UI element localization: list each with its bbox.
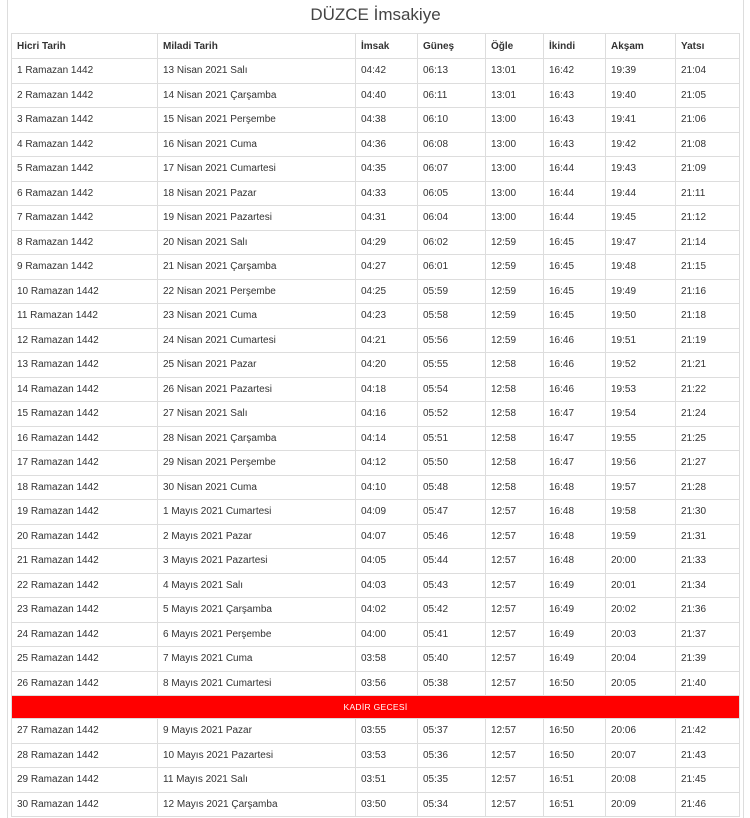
ikindi-cell: 16:49 <box>544 598 606 623</box>
yatsi-cell: 21:15 <box>676 255 740 280</box>
table-row <box>12 500 740 525</box>
ogle-cell: 12:57 <box>486 768 544 793</box>
ogle-cell: 12:57 <box>486 743 544 768</box>
imsak-cell: 04:21 <box>356 328 418 353</box>
imsak-cell: 04:25 <box>356 279 418 304</box>
ogle-cell: 12:57 <box>486 622 544 647</box>
ikindi-cell: 16:46 <box>544 377 606 402</box>
hicri-tarih-cell: 11 Ramazan 1442 <box>12 304 158 329</box>
ogle-cell: 12:58 <box>486 353 544 378</box>
imsak-cell: 04:36 <box>356 132 418 157</box>
miladi-tarih-cell: 15 Nisan 2021 Perşembe <box>158 108 356 133</box>
aksam-cell: 19:48 <box>606 255 676 280</box>
table-row <box>12 132 740 157</box>
ogle-cell: 12:59 <box>486 255 544 280</box>
col-aksam: Akşam <box>606 34 676 59</box>
ogle-cell: 12:57 <box>486 647 544 672</box>
yatsi-cell: 21:04 <box>676 59 740 84</box>
ogle-cell: 13:00 <box>486 157 544 182</box>
gunes-cell: 06:05 <box>418 181 486 206</box>
gunes-cell: 05:52 <box>418 402 486 427</box>
ikindi-cell: 16:45 <box>544 304 606 329</box>
table-row <box>12 108 740 133</box>
imsak-cell: 04:14 <box>356 426 418 451</box>
gunes-cell: 06:08 <box>418 132 486 157</box>
yatsi-cell: 21:37 <box>676 622 740 647</box>
imsak-cell: 03:56 <box>356 671 418 696</box>
hicri-tarih-cell: 24 Ramazan 1442 <box>12 622 158 647</box>
yatsi-cell: 21:18 <box>676 304 740 329</box>
imsak-cell: 04:16 <box>356 402 418 427</box>
aksam-cell: 19:58 <box>606 500 676 525</box>
hicri-tarih-cell: 20 Ramazan 1442 <box>12 524 158 549</box>
miladi-tarih-cell: 18 Nisan 2021 Pazar <box>158 181 356 206</box>
ogle-cell: 12:58 <box>486 377 544 402</box>
yatsi-cell: 21:42 <box>676 719 740 744</box>
miladi-tarih-cell: 9 Mayıs 2021 Pazar <box>158 719 356 744</box>
imsak-cell: 03:55 <box>356 719 418 744</box>
ogle-cell: 12:57 <box>486 524 544 549</box>
ikindi-cell: 16:45 <box>544 255 606 280</box>
imsakiye-panel <box>7 0 744 818</box>
table-row <box>12 206 740 231</box>
hicri-tarih-cell: 3 Ramazan 1442 <box>12 108 158 133</box>
imsak-cell: 04:10 <box>356 475 418 500</box>
ikindi-cell: 16:47 <box>544 402 606 427</box>
miladi-tarih-cell: 20 Nisan 2021 Salı <box>158 230 356 255</box>
imsak-cell: 04:29 <box>356 230 418 255</box>
ikindi-cell: 16:44 <box>544 181 606 206</box>
aksam-cell: 19:55 <box>606 426 676 451</box>
ogle-cell: 13:01 <box>486 83 544 108</box>
miladi-tarih-cell: 26 Nisan 2021 Pazartesi <box>158 377 356 402</box>
kadir-gecesi-label: KADİR GECESİ <box>12 696 740 719</box>
imsak-cell: 03:50 <box>356 792 418 817</box>
ikindi-cell: 16:47 <box>544 451 606 476</box>
table-row <box>12 671 740 696</box>
gunes-cell: 05:51 <box>418 426 486 451</box>
ogle-cell: 12:58 <box>486 426 544 451</box>
ogle-cell: 12:57 <box>486 573 544 598</box>
gunes-cell: 05:46 <box>418 524 486 549</box>
imsak-cell: 04:40 <box>356 83 418 108</box>
col-gunes: Güneş <box>418 34 486 59</box>
yatsi-cell: 21:30 <box>676 500 740 525</box>
aksam-cell: 20:02 <box>606 598 676 623</box>
ikindi-cell: 16:48 <box>544 475 606 500</box>
ikindi-cell: 16:50 <box>544 719 606 744</box>
aksam-cell: 19:49 <box>606 279 676 304</box>
aksam-cell: 19:43 <box>606 157 676 182</box>
aksam-cell: 19:54 <box>606 402 676 427</box>
aksam-cell: 19:44 <box>606 181 676 206</box>
hicri-tarih-cell: 7 Ramazan 1442 <box>12 206 158 231</box>
imsak-cell: 04:31 <box>356 206 418 231</box>
ogle-cell: 13:00 <box>486 108 544 133</box>
ikindi-cell: 16:43 <box>544 83 606 108</box>
imsak-cell: 04:12 <box>356 451 418 476</box>
col-miladi-tarih: Miladi Tarih <box>158 34 356 59</box>
gunes-cell: 05:40 <box>418 647 486 672</box>
hicri-tarih-cell: 13 Ramazan 1442 <box>12 353 158 378</box>
page-title: DÜZCE İmsakiye <box>310 5 441 24</box>
ikindi-cell: 16:51 <box>544 768 606 793</box>
ikindi-cell: 16:43 <box>544 108 606 133</box>
ogle-cell: 12:57 <box>486 719 544 744</box>
table-row <box>12 524 740 549</box>
yatsi-cell: 21:25 <box>676 426 740 451</box>
miladi-tarih-cell: 17 Nisan 2021 Cumartesi <box>158 157 356 182</box>
table-row <box>12 279 740 304</box>
hicri-tarih-cell: 1 Ramazan 1442 <box>12 59 158 84</box>
table-row <box>12 598 740 623</box>
ogle-cell: 13:00 <box>486 206 544 231</box>
gunes-cell: 06:01 <box>418 255 486 280</box>
aksam-cell: 19:47 <box>606 230 676 255</box>
yatsi-cell: 21:12 <box>676 206 740 231</box>
hicri-tarih-cell: 2 Ramazan 1442 <box>12 83 158 108</box>
aksam-cell: 19:45 <box>606 206 676 231</box>
yatsi-cell: 21:21 <box>676 353 740 378</box>
gunes-cell: 06:04 <box>418 206 486 231</box>
imsakiye-table <box>11 33 740 817</box>
imsak-cell: 04:02 <box>356 598 418 623</box>
table-row <box>12 304 740 329</box>
yatsi-cell: 21:31 <box>676 524 740 549</box>
miladi-tarih-cell: 22 Nisan 2021 Perşembe <box>158 279 356 304</box>
table-row <box>12 647 740 672</box>
miladi-tarih-cell: 30 Nisan 2021 Cuma <box>158 475 356 500</box>
yatsi-cell: 21:16 <box>676 279 740 304</box>
ikindi-cell: 16:51 <box>544 792 606 817</box>
aksam-cell: 20:04 <box>606 647 676 672</box>
ogle-cell: 12:57 <box>486 500 544 525</box>
table-row <box>12 451 740 476</box>
aksam-cell: 19:40 <box>606 83 676 108</box>
miladi-tarih-cell: 13 Nisan 2021 Salı <box>158 59 356 84</box>
miladi-tarih-cell: 1 Mayıs 2021 Cumartesi <box>158 500 356 525</box>
ikindi-cell: 16:48 <box>544 500 606 525</box>
col-yatsi: Yatsı <box>676 34 740 59</box>
ikindi-cell: 16:44 <box>544 157 606 182</box>
aksam-cell: 19:42 <box>606 132 676 157</box>
ikindi-cell: 16:45 <box>544 279 606 304</box>
hicri-tarih-cell: 28 Ramazan 1442 <box>12 743 158 768</box>
table-row <box>12 157 740 182</box>
ogle-cell: 12:57 <box>486 549 544 574</box>
gunes-cell: 05:42 <box>418 598 486 623</box>
table-row <box>12 743 740 768</box>
hicri-tarih-cell: 25 Ramazan 1442 <box>12 647 158 672</box>
imsak-cell: 04:42 <box>356 59 418 84</box>
imsak-cell: 04:27 <box>356 255 418 280</box>
imsak-cell: 04:05 <box>356 549 418 574</box>
gunes-cell: 05:58 <box>418 304 486 329</box>
hicri-tarih-cell: 16 Ramazan 1442 <box>12 426 158 451</box>
ogle-cell: 13:01 <box>486 59 544 84</box>
yatsi-cell: 21:39 <box>676 647 740 672</box>
ogle-cell: 12:59 <box>486 328 544 353</box>
aksam-cell: 19:50 <box>606 304 676 329</box>
imsak-cell: 04:33 <box>356 181 418 206</box>
ogle-cell: 12:57 <box>486 671 544 696</box>
miladi-tarih-cell: 25 Nisan 2021 Pazar <box>158 353 356 378</box>
aksam-cell: 20:06 <box>606 719 676 744</box>
table-row <box>12 181 740 206</box>
hicri-tarih-cell: 23 Ramazan 1442 <box>12 598 158 623</box>
imsak-cell: 04:00 <box>356 622 418 647</box>
table-row <box>12 59 740 84</box>
gunes-cell: 05:59 <box>418 279 486 304</box>
yatsi-cell: 21:14 <box>676 230 740 255</box>
ikindi-cell: 16:46 <box>544 353 606 378</box>
ogle-cell: 12:59 <box>486 279 544 304</box>
yatsi-cell: 21:36 <box>676 598 740 623</box>
hicri-tarih-cell: 30 Ramazan 1442 <box>12 792 158 817</box>
gunes-cell: 05:48 <box>418 475 486 500</box>
hicri-tarih-cell: 21 Ramazan 1442 <box>12 549 158 574</box>
hicri-tarih-cell: 4 Ramazan 1442 <box>12 132 158 157</box>
table-row <box>12 255 740 280</box>
miladi-tarih-cell: 14 Nisan 2021 Çarşamba <box>158 83 356 108</box>
gunes-cell: 05:50 <box>418 451 486 476</box>
yatsi-cell: 21:28 <box>676 475 740 500</box>
hicri-tarih-cell: 12 Ramazan 1442 <box>12 328 158 353</box>
table-header-row <box>12 34 740 59</box>
yatsi-cell: 21:06 <box>676 108 740 133</box>
table-row <box>12 622 740 647</box>
hicri-tarih-cell: 19 Ramazan 1442 <box>12 500 158 525</box>
imsak-cell: 03:58 <box>356 647 418 672</box>
ogle-cell: 12:58 <box>486 475 544 500</box>
miladi-tarih-cell: 6 Mayıs 2021 Perşembe <box>158 622 356 647</box>
imsak-cell: 04:35 <box>356 157 418 182</box>
yatsi-cell: 21:11 <box>676 181 740 206</box>
gunes-cell: 05:55 <box>418 353 486 378</box>
imsak-cell: 04:03 <box>356 573 418 598</box>
miladi-tarih-cell: 16 Nisan 2021 Cuma <box>158 132 356 157</box>
imsak-cell: 04:09 <box>356 500 418 525</box>
gunes-cell: 06:10 <box>418 108 486 133</box>
miladi-tarih-cell: 3 Mayıs 2021 Pazartesi <box>158 549 356 574</box>
yatsi-cell: 21:46 <box>676 792 740 817</box>
ogle-cell: 13:00 <box>486 132 544 157</box>
aksam-cell: 20:08 <box>606 768 676 793</box>
aksam-cell: 20:09 <box>606 792 676 817</box>
ikindi-cell: 16:50 <box>544 671 606 696</box>
gunes-cell: 05:38 <box>418 671 486 696</box>
col-hicri-tarih: Hicri Tarih <box>12 34 158 59</box>
table-row <box>12 768 740 793</box>
aksam-cell: 20:07 <box>606 743 676 768</box>
yatsi-cell: 21:19 <box>676 328 740 353</box>
table-row <box>12 549 740 574</box>
table-row <box>12 328 740 353</box>
ogle-cell: 12:57 <box>486 598 544 623</box>
hicri-tarih-cell: 6 Ramazan 1442 <box>12 181 158 206</box>
gunes-cell: 05:34 <box>418 792 486 817</box>
gunes-cell: 05:56 <box>418 328 486 353</box>
aksam-cell: 19:59 <box>606 524 676 549</box>
gunes-cell: 05:43 <box>418 573 486 598</box>
ikindi-cell: 16:48 <box>544 524 606 549</box>
miladi-tarih-cell: 24 Nisan 2021 Cumartesi <box>158 328 356 353</box>
ikindi-cell: 16:49 <box>544 573 606 598</box>
yatsi-cell: 21:24 <box>676 402 740 427</box>
hicri-tarih-cell: 15 Ramazan 1442 <box>12 402 158 427</box>
yatsi-cell: 21:08 <box>676 132 740 157</box>
hicri-tarih-cell: 27 Ramazan 1442 <box>12 719 158 744</box>
miladi-tarih-cell: 28 Nisan 2021 Çarşamba <box>158 426 356 451</box>
aksam-cell: 20:01 <box>606 573 676 598</box>
ogle-cell: 12:58 <box>486 451 544 476</box>
ikindi-cell: 16:50 <box>544 743 606 768</box>
gunes-cell: 06:07 <box>418 157 486 182</box>
col-ikindi: İkindi <box>544 34 606 59</box>
hicri-tarih-cell: 18 Ramazan 1442 <box>12 475 158 500</box>
ikindi-cell: 16:45 <box>544 230 606 255</box>
ikindi-cell: 16:47 <box>544 426 606 451</box>
yatsi-cell: 21:05 <box>676 83 740 108</box>
ikindi-cell: 16:46 <box>544 328 606 353</box>
miladi-tarih-cell: 11 Mayıs 2021 Salı <box>158 768 356 793</box>
ogle-cell: 12:59 <box>486 230 544 255</box>
hicri-tarih-cell: 5 Ramazan 1442 <box>12 157 158 182</box>
table-row <box>12 83 740 108</box>
gunes-cell: 05:35 <box>418 768 486 793</box>
miladi-tarih-cell: 29 Nisan 2021 Perşembe <box>158 451 356 476</box>
ikindi-cell: 16:49 <box>544 647 606 672</box>
yatsi-cell: 21:09 <box>676 157 740 182</box>
miladi-tarih-cell: 4 Mayıs 2021 Salı <box>158 573 356 598</box>
aksam-cell: 20:05 <box>606 671 676 696</box>
imsak-cell: 03:51 <box>356 768 418 793</box>
yatsi-cell: 21:34 <box>676 573 740 598</box>
table-body <box>12 59 740 817</box>
aksam-cell: 19:57 <box>606 475 676 500</box>
aksam-cell: 19:53 <box>606 377 676 402</box>
miladi-tarih-cell: 19 Nisan 2021 Pazartesi <box>158 206 356 231</box>
table-row <box>12 402 740 427</box>
ogle-cell: 12:58 <box>486 402 544 427</box>
ogle-cell: 12:59 <box>486 304 544 329</box>
kadir-gecesi-row <box>12 696 740 719</box>
col-imsak: İmsak <box>356 34 418 59</box>
ikindi-cell: 16:48 <box>544 549 606 574</box>
miladi-tarih-cell: 5 Mayıs 2021 Çarşamba <box>158 598 356 623</box>
hicri-tarih-cell: 22 Ramazan 1442 <box>12 573 158 598</box>
ikindi-cell: 16:49 <box>544 622 606 647</box>
aksam-cell: 19:41 <box>606 108 676 133</box>
aksam-cell: 20:00 <box>606 549 676 574</box>
hicri-tarih-cell: 26 Ramazan 1442 <box>12 671 158 696</box>
gunes-cell: 05:37 <box>418 719 486 744</box>
aksam-cell: 19:39 <box>606 59 676 84</box>
hicri-tarih-cell: 17 Ramazan 1442 <box>12 451 158 476</box>
yatsi-cell: 21:27 <box>676 451 740 476</box>
gunes-cell: 05:44 <box>418 549 486 574</box>
table-row <box>12 426 740 451</box>
miladi-tarih-cell: 10 Mayıs 2021 Pazartesi <box>158 743 356 768</box>
hicri-tarih-cell: 14 Ramazan 1442 <box>12 377 158 402</box>
hicri-tarih-cell: 8 Ramazan 1442 <box>12 230 158 255</box>
miladi-tarih-cell: 12 Mayıs 2021 Çarşamba <box>158 792 356 817</box>
imsak-cell: 03:53 <box>356 743 418 768</box>
miladi-tarih-cell: 27 Nisan 2021 Salı <box>158 402 356 427</box>
aksam-cell: 19:52 <box>606 353 676 378</box>
table-row <box>12 475 740 500</box>
ikindi-cell: 16:43 <box>544 132 606 157</box>
aksam-cell: 20:03 <box>606 622 676 647</box>
table-row <box>12 377 740 402</box>
imsak-cell: 04:23 <box>356 304 418 329</box>
miladi-tarih-cell: 8 Mayıs 2021 Cumartesi <box>158 671 356 696</box>
gunes-cell: 05:36 <box>418 743 486 768</box>
table-row <box>12 792 740 817</box>
table-row <box>12 230 740 255</box>
miladi-tarih-cell: 21 Nisan 2021 Çarşamba <box>158 255 356 280</box>
aksam-cell: 19:51 <box>606 328 676 353</box>
gunes-cell: 05:41 <box>418 622 486 647</box>
imsak-cell: 04:20 <box>356 353 418 378</box>
gunes-cell: 05:54 <box>418 377 486 402</box>
hicri-tarih-cell: 10 Ramazan 1442 <box>12 279 158 304</box>
table-row <box>12 353 740 378</box>
miladi-tarih-cell: 7 Mayıs 2021 Cuma <box>158 647 356 672</box>
miladi-tarih-cell: 23 Nisan 2021 Cuma <box>158 304 356 329</box>
table-row <box>12 719 740 744</box>
yatsi-cell: 21:22 <box>676 377 740 402</box>
col-ogle: Öğle <box>486 34 544 59</box>
yatsi-cell: 21:40 <box>676 671 740 696</box>
imsak-cell: 04:38 <box>356 108 418 133</box>
aksam-cell: 19:56 <box>606 451 676 476</box>
table-row <box>12 573 740 598</box>
hicri-tarih-cell: 9 Ramazan 1442 <box>12 255 158 280</box>
ikindi-cell: 16:42 <box>544 59 606 84</box>
ogle-cell: 12:57 <box>486 792 544 817</box>
hicri-tarih-cell: 29 Ramazan 1442 <box>12 768 158 793</box>
gunes-cell: 05:47 <box>418 500 486 525</box>
yatsi-cell: 21:33 <box>676 549 740 574</box>
gunes-cell: 06:11 <box>418 83 486 108</box>
yatsi-cell: 21:45 <box>676 768 740 793</box>
imsak-cell: 04:18 <box>356 377 418 402</box>
miladi-tarih-cell: 2 Mayıs 2021 Pazar <box>158 524 356 549</box>
ikindi-cell: 16:44 <box>544 206 606 231</box>
gunes-cell: 06:13 <box>418 59 486 84</box>
gunes-cell: 06:02 <box>418 230 486 255</box>
yatsi-cell: 21:43 <box>676 743 740 768</box>
imsak-cell: 04:07 <box>356 524 418 549</box>
ogle-cell: 13:00 <box>486 181 544 206</box>
